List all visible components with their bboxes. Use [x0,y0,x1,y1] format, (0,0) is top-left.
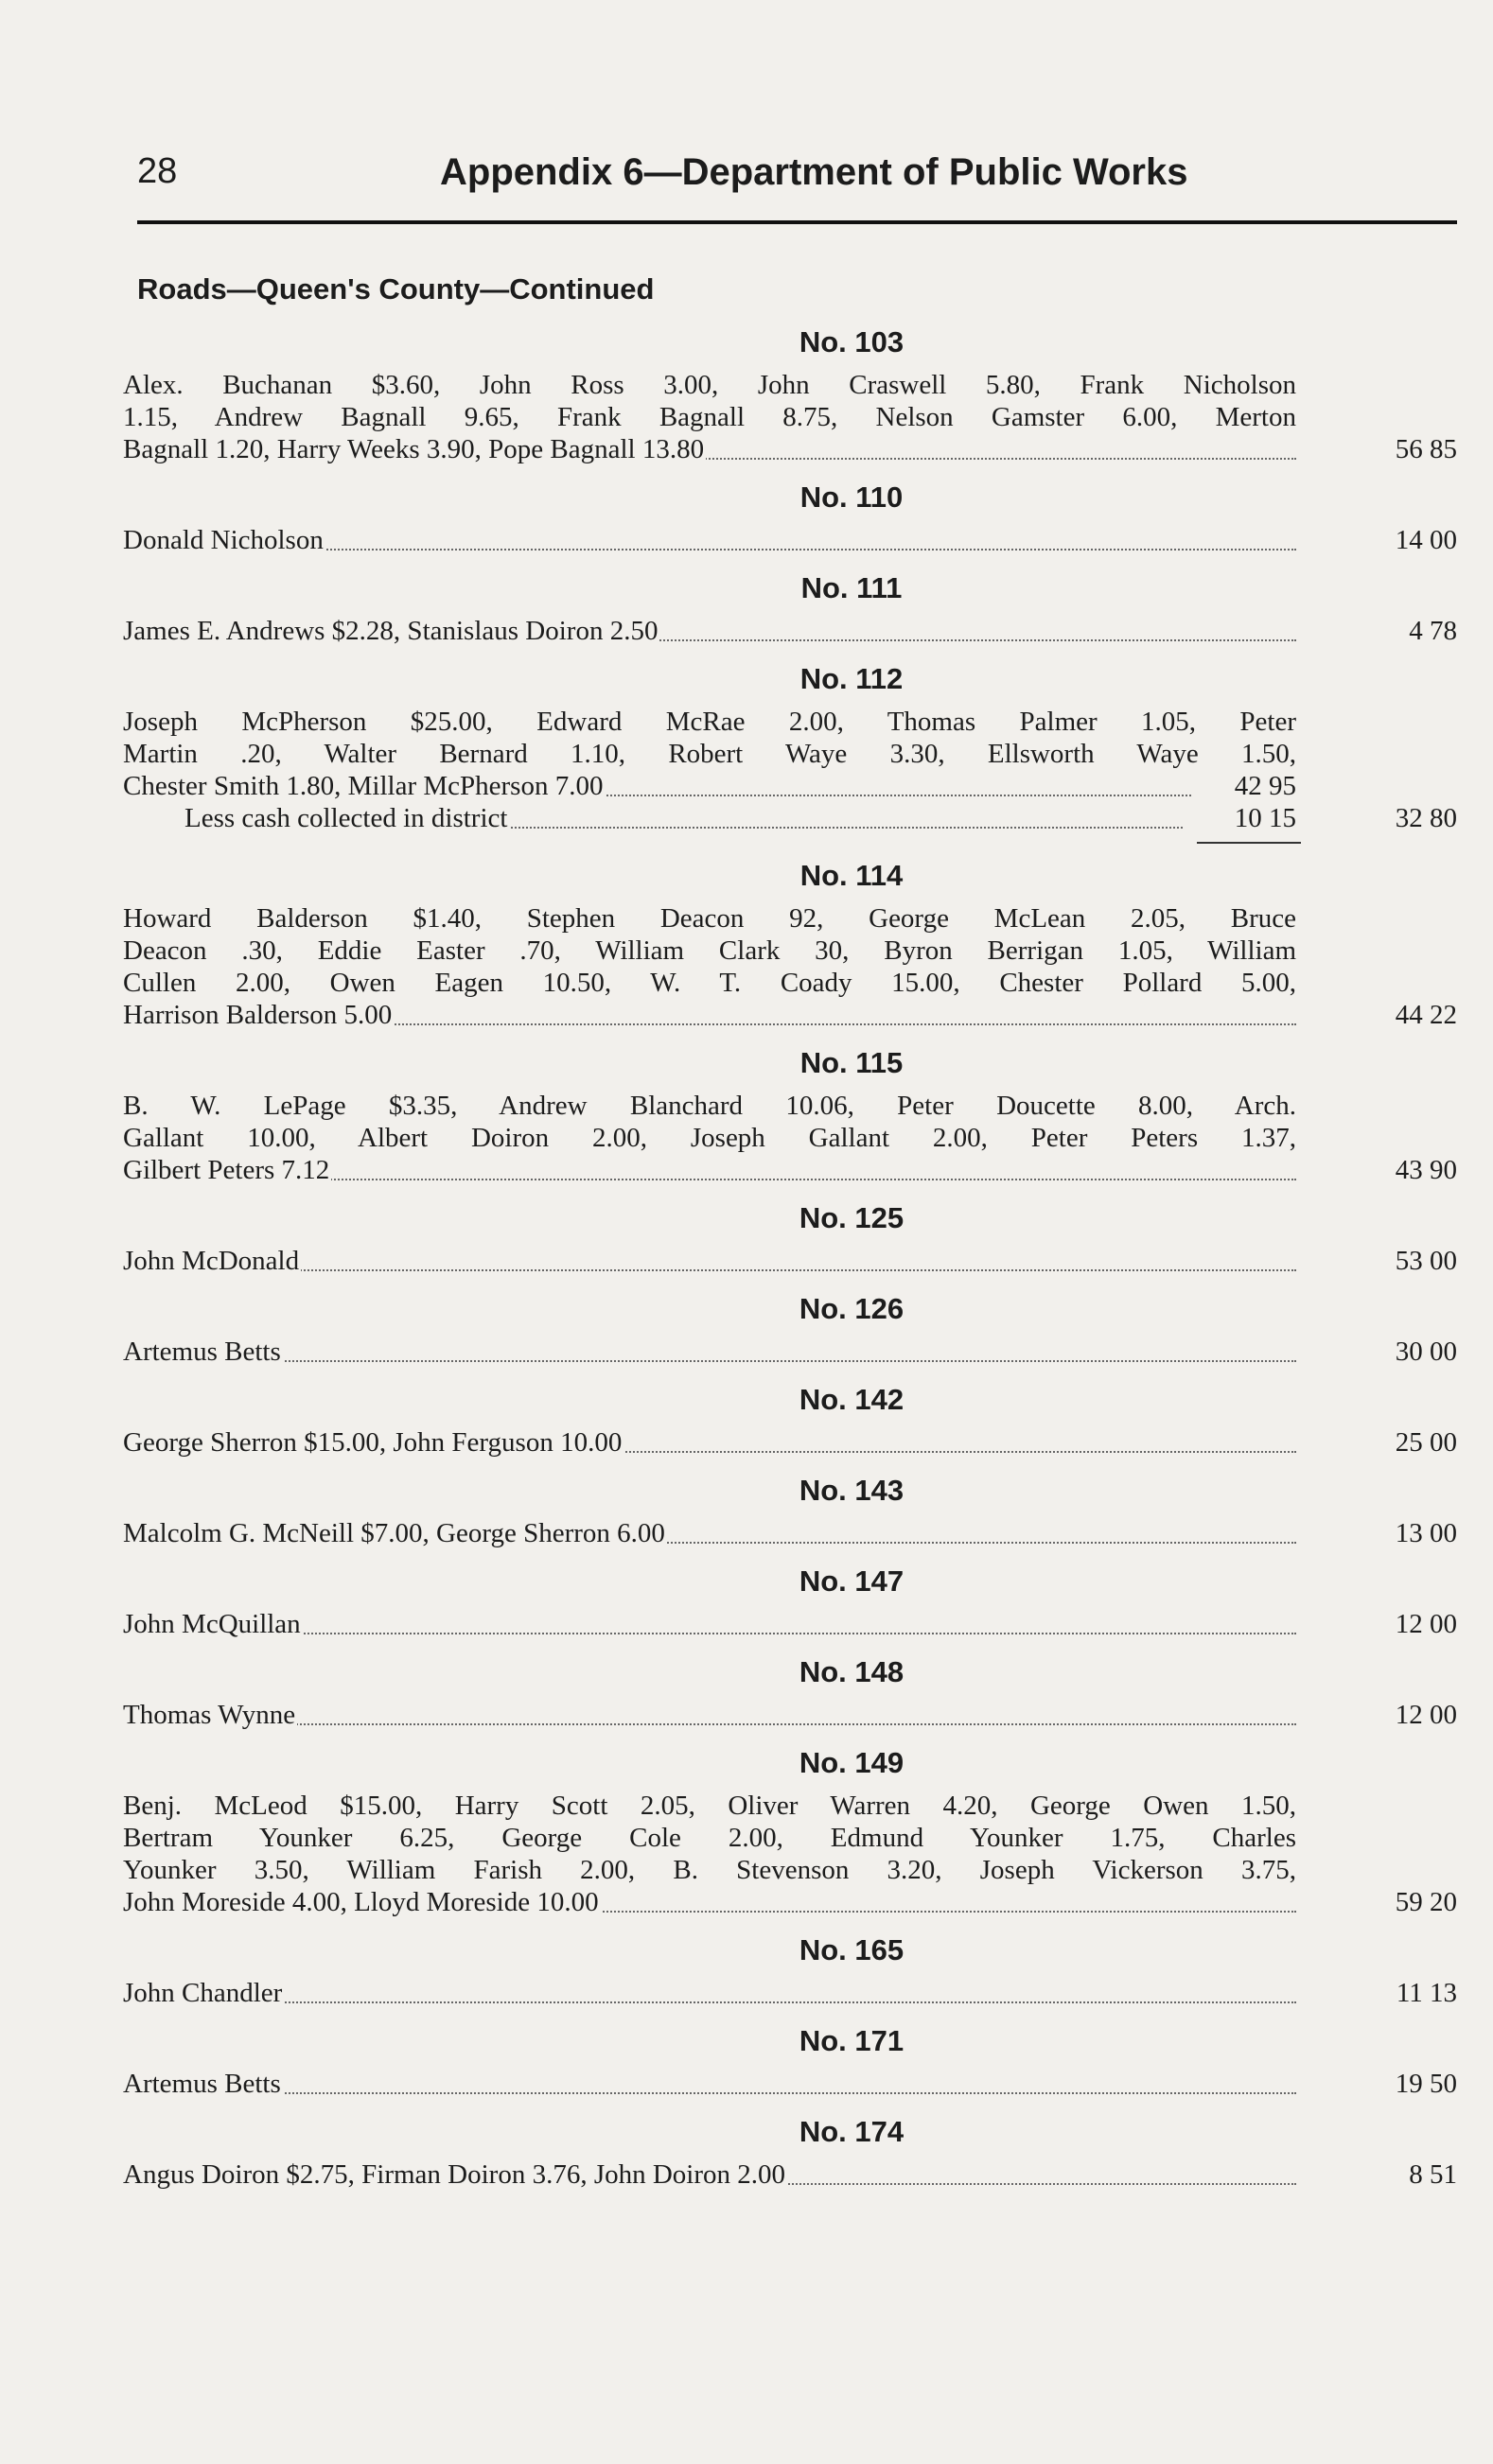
entry-line: Gallant 10.00, Albert Doiron 2.00, Joseph Gallant 2.00, Peter Peters 1.37, [123,1123,1296,1153]
entry-last-line [123,1426,1457,1459]
ledger-entry [123,2111,1457,2191]
entry-amount: 14 00 [1395,525,1457,555]
road-number: No. 115 [799,1046,904,1079]
entry-last-line [123,999,1457,1031]
less-line [123,802,1457,834]
road-number: No. 149 [799,1746,905,1779]
entry-last-line [123,1977,1457,2009]
ledger-entry [123,1470,1457,1549]
dot-leader [123,2092,1296,2094]
road-number: No. 174 [799,2115,905,2148]
entry-amount: 11 13 [1396,1978,1457,2008]
road-number: No. 125 [799,1201,905,1234]
road-number: No. 171 [799,2024,905,2057]
ledger-entry [123,1930,1457,2009]
ledger-entry [123,1651,1457,1731]
entry-line: Artemus Betts [123,1337,281,1367]
entry-last-line [123,1699,1457,1731]
entry-last-line [123,524,1457,556]
entry-last-line [123,770,1457,802]
ledger-entry [123,658,1457,844]
entry-line: Younker 3.50, William Farish 2.00, B. Stevenson 3.20, Joseph Vickerson 3.75, [123,1855,1296,1885]
road-number: No. 111 [800,571,903,604]
entry-line: Joseph McPherson $25.00, Edward McRae 2.00, Thomas Palmer 1.05, Peter [123,707,1296,737]
entry-line: John Chandler [123,1978,283,2008]
entry-amount: 19 50 [1395,2069,1457,2099]
entry-line: Donald Nicholson [123,525,324,555]
entry-last-line [123,1245,1457,1277]
entry-last-line [123,1608,1457,1640]
header-rule [137,220,1457,224]
entry-amount: 25 00 [1395,1427,1457,1458]
ledger-entry [123,1288,1457,1368]
entry-text [123,1790,1296,1886]
ledger-entry [123,568,1457,647]
entry-line: Harrison Balderson 5.00 [123,1000,393,1030]
entry-line: Benj. McLeod $15.00, Harry Scott 2.05, Oliver Warren 4.20, George Owen 1.50, [123,1791,1296,1821]
entry-last-line [123,1517,1457,1549]
entry-line: Thomas Wynne [123,1700,296,1730]
ledger-entry [123,1042,1457,1186]
entry-line: Artemus Betts [123,2069,281,2099]
road-number: No. 110 [799,481,904,514]
entry-amount: 59 20 [1395,1887,1457,1917]
entry-line: Angus Doiron $2.75, Firman Doiron 3.76, John Doiron 2.00 [123,2159,786,2190]
road-number: No. 143 [799,1474,905,1507]
entry-line: James E. Andrews $2.28, Stanislaus Doiron 2.50 [123,616,659,646]
entry-amount: 53 00 [1395,1246,1457,1276]
entry-amount: 12 00 [1395,1700,1457,1730]
entry-last-line [123,1886,1457,1918]
entry-amount: 32 80 [1395,803,1457,833]
entry-line: Deacon .30, Eddie Easter .70, William Clark 30, Byron Berrigan 1.05, William [123,935,1296,966]
entry-amount: 56 85 [1395,434,1457,464]
entry-line: John Moreside 4.00, Lloyd Moreside 10.00 [123,1887,599,1917]
entry-line: John McQuillan [123,1609,301,1639]
ledger-entry [123,1742,1457,1918]
section-title: Roads—Queen's County—Continued [137,272,655,306]
running-title: Appendix 6—Department of Public Works [440,151,1188,193]
entry-last-line [123,2068,1457,2100]
entry-line: 1.15, Andrew Bagnall 9.65, Frank Bagnall 8.75, Nelson Gamster 6.00, Merton [123,402,1296,432]
subtotal-amount: 42 95 [1192,770,1296,802]
road-number: No. 147 [799,1564,905,1598]
entry-amount: 12 00 [1395,1609,1457,1639]
entry-line: B. W. LePage $3.35, Andrew Blanchard 10.06, Peter Doucette 8.00, Arch. [123,1091,1296,1121]
road-number: No. 114 [799,859,904,892]
less-amount: 10 15 [1192,802,1296,834]
page-number: 28 [137,151,178,191]
entry-text [123,706,1296,770]
entry-amount: 30 00 [1395,1337,1457,1367]
entry-text [123,1090,1296,1154]
entry-line: George Sherron $15.00, John Ferguson 10.00 [123,1427,623,1458]
subtotal-rule [1197,842,1301,844]
road-number: No. 112 [799,662,904,695]
dot-leader [123,1723,1296,1725]
entry-line: Bagnall 1.20, Harry Weeks 3.90, Pope Bagnall 13.80 [123,434,705,464]
ledger-entry [123,1561,1457,1640]
entry-amount: 4 78 [1409,616,1457,646]
road-number: No. 126 [799,1292,905,1325]
entry-line: John McDonald [123,1246,300,1276]
entry-amount: 43 90 [1395,1155,1457,1185]
page-header [137,151,1457,208]
ledger-entry [123,855,1457,1031]
less-label: Less cash collected in district [184,803,508,833]
road-number: No. 103 [799,325,905,358]
ledger-entry [123,477,1457,556]
entry-amount: 8 51 [1409,2159,1457,2190]
entry-last-line [123,1336,1457,1368]
road-number: No. 148 [799,1655,905,1688]
entry-text [123,902,1296,999]
ledger-entries [123,322,1457,2202]
road-number: No. 165 [799,1933,905,1966]
entry-last-line [123,1154,1457,1186]
ledger-entry [123,1197,1457,1277]
entry-line: Bertram Younker 6.25, George Cole 2.00, Edmund Younker 1.75, Charles [123,1823,1296,1853]
entry-amount: 44 22 [1395,1000,1457,1030]
entry-line: Howard Balderson $1.40, Stephen Deacon 92, George McLean 2.05, Bruce [123,903,1296,934]
ledger-entry [123,322,1457,465]
entry-line: Chester Smith 1.80, Millar McPherson 7.00 [123,771,604,801]
entry-text [123,369,1296,433]
entry-line: Martin .20, Walter Bernard 1.10, Robert Waye 3.30, Ellsworth Waye 1.50, [123,739,1296,769]
entry-line: Gilbert Peters 7.12 [123,1155,330,1185]
dot-leader [123,2001,1296,2003]
entry-last-line [123,433,1457,465]
entry-line: Malcolm G. McNeill $7.00, George Sherron 6.00 [123,1518,665,1548]
ledger-entry [123,2020,1457,2100]
ledger-entry [123,1379,1457,1459]
entry-last-line [123,2158,1457,2191]
dot-leader [123,1360,1296,1362]
entry-line: Cullen 2.00, Owen Eagen 10.50, W. T. Coady 15.00, Chester Pollard 5.00, [123,968,1296,998]
road-number: No. 142 [799,1383,905,1416]
entry-amount: 13 00 [1395,1518,1457,1548]
entry-last-line [123,615,1457,647]
entry-line: Alex. Buchanan $3.60, John Ross 3.00, John Craswell 5.80, Frank Nicholson [123,370,1296,400]
